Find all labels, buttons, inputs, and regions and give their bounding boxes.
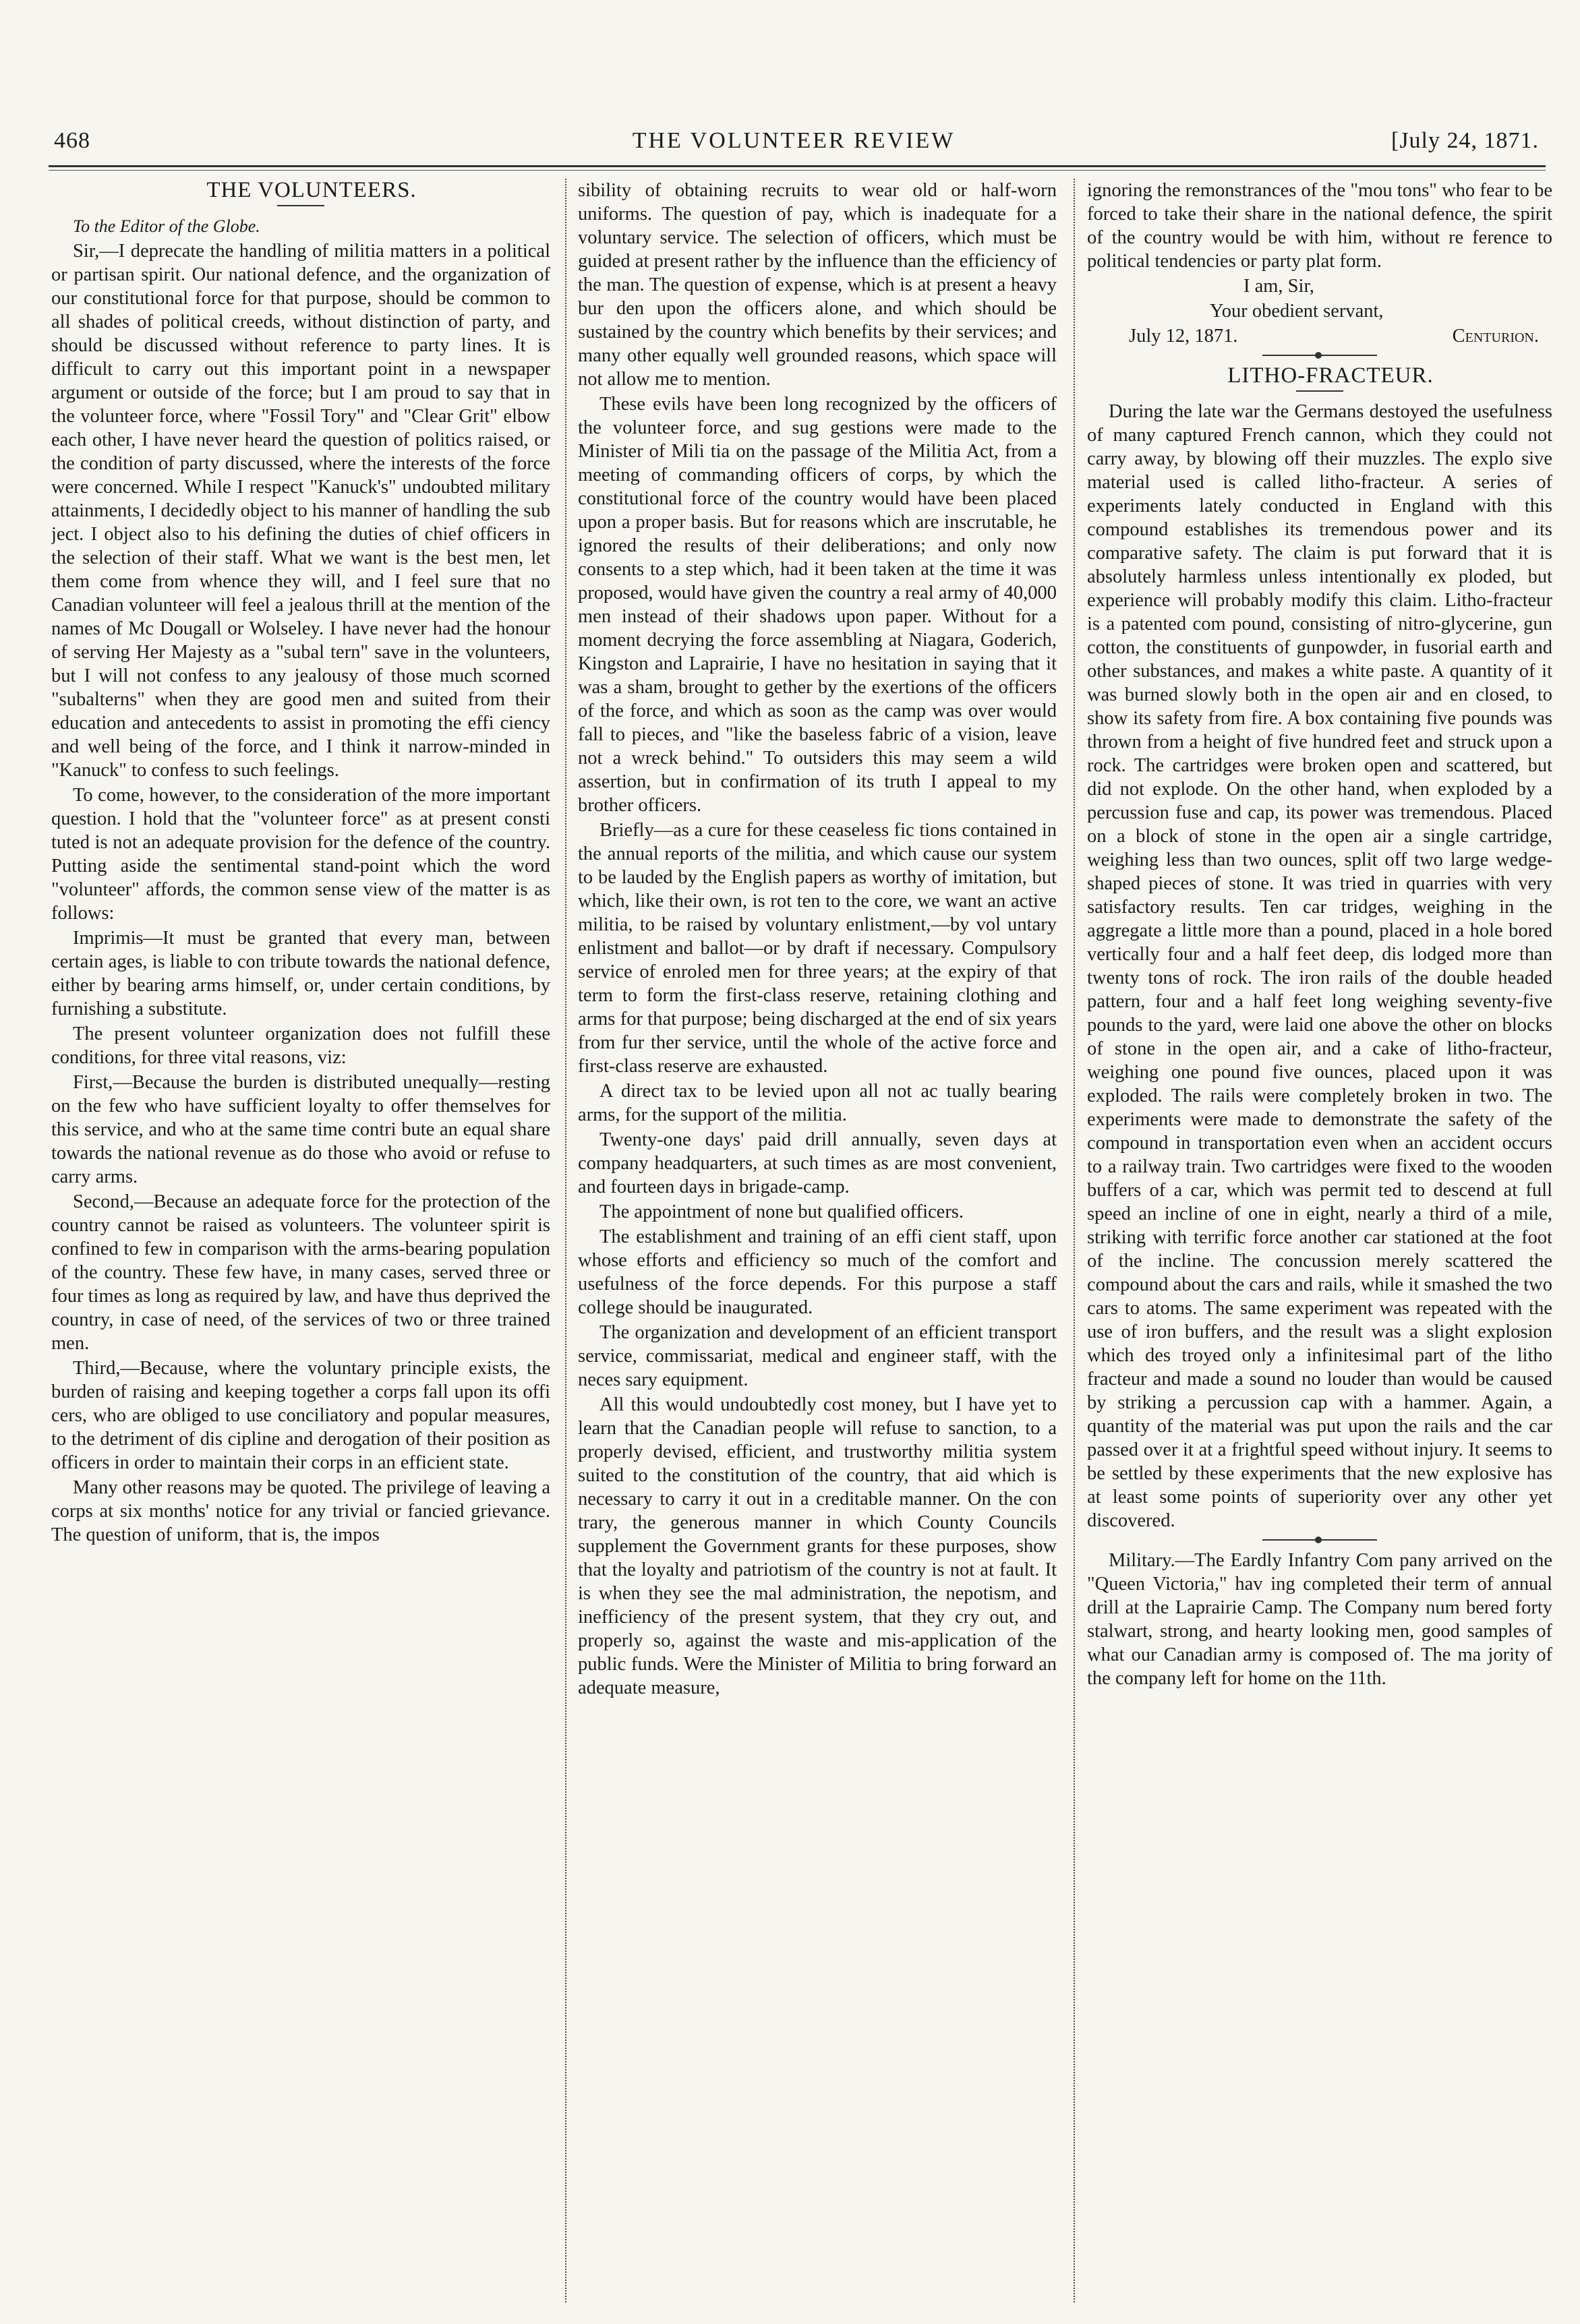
column-divider-1 <box>565 179 566 2302</box>
column-divider-2 <box>1074 179 1075 2302</box>
paragraph: Second,—Because an adequate force for the protection of the country cannot be raised as volunteers. The volunteer spirit is confined to few in comparison with the arms-bearing population of the country. These few have, in many cases, served three or four times as long as required by law, and have thus deprived the country, in case of need, of the services of two or three trained men. <box>51 1191 550 1354</box>
paragraph: ignoring the remonstrances of the "mou tons" who fear to be forced to take their share in the national defence, the spirit of the country would be with him, without re ference to political tendencies or party plat form. <box>1087 180 1552 272</box>
column-1 <box>51 179 550 2302</box>
signature: Centurion. <box>1452 326 1539 347</box>
paragraph: The appointment of none but qualified officers. <box>599 1201 964 1222</box>
paragraph: All this would undoubtedly cost money, but I have yet to learn that the Canadian people will refuse to sanction, to a properly devised, efficient, and trustworthy militia system suited to the constitution of the country, that aid which is necessary to carry it out in a creditable manner. On the con trary, the generous manner in which County Councils supplement the Government grants for these purposes, show that the loyalty and patriotism of the country is not at fault. It is when they see the mal administration, the nepotism, and inefficiency of the present system, that they cry out, and properly so, against the waste and mis-application of the public funds. Were the Minister of Militia to bring forward an adequate measure, <box>578 1394 1057 1698</box>
article-heading-litho-fracteur: LITHO-FRACTEUR. <box>1227 363 1434 388</box>
heading-rule <box>277 205 324 206</box>
paragraph: Third,—Because, where the voluntary principle exists, the burden of raising and keeping together a corps fall upon its offi cers, who are obliged to use conciliatory and popular measures, to the detriment of dis cipline and derogation of their position as officers in order to maintain their corps in an efficient state. <box>51 1358 550 1473</box>
paragraph: Imprimis—It must be granted that every man, between certain ages, is liable to con tribute towards the national defence, either by bearing arms himself, or, under certain conditions, by furnishing a substitute. <box>51 928 550 1019</box>
header-rule <box>49 165 1546 167</box>
signature-line <box>1087 324 1552 348</box>
section-divider <box>1262 1539 1377 1541</box>
closing-line: Your obedient servant, <box>1210 301 1384 322</box>
paragraph: The establishment and training of an effi cient staff, upon whose efforts and efficiency so much of the comfort and usefulness of the force depends. For this purpose a staff college should be inaugurated. <box>578 1226 1057 1318</box>
paragraph: These evils have been long recognized by the officers of the volunteer force, and sug gestions were made to the Minister of Mili tia on the passage of the Militia Act, from a meeting of commanding officers of corps, by which the constitutional force of the country would have been placed upon a proper basis. But for reasons which are inscrutable, he ignored the results of their deliberations; and only now consents to a step which, had it been taken at the time it was proposed, would have given the country a real army of 40,000 men instead of their shadows upon paper. Without for a moment decrying the force assembling at Niagara, Goderich, Kingston and Laprairie, I have no hesitation in saying that it was a sham, brought to gether by the exertions of the officers of the force, and which as soon as the camp was over would fall to pieces, and "like the baseless fabric of a vision, leave not a wreck behind." To outsiders this may seem a wild assertion, but in confirmation of its truth I appeal to my brother officers. <box>578 394 1057 816</box>
newspaper-page <box>42 27 1552 2306</box>
header-rule-thin <box>49 170 1546 171</box>
issue-date: [July 24, 1871. <box>1391 128 1539 153</box>
paragraph: Many other reasons may be quoted. The privilege of leaving a corps at six months' notice for any trivial or fancied grievance. The question of uniform, that is, the impos <box>51 1477 550 1545</box>
article-heading-volunteers: THE VOLUNTEERS. <box>206 179 417 202</box>
column-2 <box>578 179 1057 2302</box>
heading-rule <box>1296 390 1343 392</box>
paragraph-military: Military.—The Eardly Infantry Com pany arrived on the "Queen Victoria," hav ing completed their term of annual drill at the Laprairie Camp. The Company num bered forty stalwart, strong, and hearty looking men, good samples of what our Canadian army is composed of. The ma jority of the company left for home on the 11th. <box>1087 1550 1552 1689</box>
column-3 <box>1087 179 1552 2302</box>
letter-salutation: To the Editor of the Globe. <box>73 216 260 236</box>
paragraph: sibility of obtaining recruits to wear old or half-worn uniforms. The question of pay, which is inadequate for a voluntary service. The selection of officers, which must be guided at present rather by the influence than the efficiency of the man. The question of expense, which is at present a heavy bur den upon the officers alone, and which should be sustained by the country which benefits by their services; and many other equally well grounded reasons, which space will not allow me to mention. <box>578 180 1057 390</box>
closing-line: I am, Sir, <box>1243 276 1314 297</box>
paragraph: Sir,—I deprecate the handling of militia matters in a political or partisan spirit. Our national defence, and the organization of our constitutional force for that purpose, should be common to all shades of political creeds, without distinction of party, and should be discussed without reference to party lines. It is difficult to carry out this important point in a newspaper argument or outside of the force; but I am proud to say that in the volunteer force, where "Fossil Tory" and "Clear Grit" elbow each other, I have never heard the question of politics raised, or the condition of party discussed, where the interests of the force were concerned. While I respect "Kanuck's" undoubted military attainments, I decidedly object to his manner of handling the sub ject. I object also to his defining the duties of chief officers in the selection of their staff. What we want is the best men, let them come from whence they will, and I feel sure that no Canadian volunteer will feel a jealous thrill at the mention of the names of Mc Dougall or Wolseley. I have never had the honour of serving Her Majesty as a "subal tern" save in the volunteers, but I will not confess to any jealousy of those much scorned "subalterns" when they are good men and suited from their education and antecedents to assist in promoting the effi ciency and well being of the force, and I think it narrow-minded in "Kanuck" to confess to such feelings. <box>51 241 550 781</box>
running-header <box>42 128 1546 169</box>
paragraph: To come, however, to the consideration of the more important question. I hold that the "volunteer force" as at present consti tuted is not an adequate provision for the defence of the country. Putting aside the sentimental stand-point which the word "volunteer" affords, the common sense view of the matter is as follows: <box>51 785 550 924</box>
paragraph: The present volunteer organization does not fulfill these conditions, for three vital reasons, viz: <box>51 1023 550 1068</box>
paragraph: A direct tax to be levied upon all not ac tually bearing arms, for the support of the militia. <box>578 1081 1057 1125</box>
paragraph: During the late war the Germans destoyed the usefulness of many captured French cannon, which they could not carry away, by blowing off their muzzles. The explo sive material used is called litho-fracteur. A series of experiments lately conducted in England with this compound establishes its tremendous power and its comparative safety. The claim is put forward that it is absolutely harmless unless intentionally ex ploded, but experience will probably modify this claim. Litho-fracteur is a patented com pound, consisting of nitro-glycerine, gun cotton, the constituents of gunpowder, in fusorial earth and other substances, and makes a white paste. A quantity of it was burned slowly both in the open air and en closed, to show its safety from fire. A box containing five pounds was thrown from a height of five hundred feet and struck upon a rock. The cartridges were broken open and scattered, but did not explode. On the other hand, when exploded by a percussion fuse and cap, its power was tremendous. Placed on a block of stone in the open air a single cartridge, weighing less than two ounces, split off two large wedge-shaped pieces of stone. It was tried in quarries with very satisfactory results. Ten car tridges, weighing in the aggregate a little more than a pound, placed in a hole bored vertically four and a half feet deep, dis lodged more than twenty tons of rock. The iron rails of the double headed pattern, four and a half feet long weighing seventy-five pounds to the yard, were laid one above the other on blocks of stone in the open air, and a cake of litho-fracteur, weighing one pound five ounces, placed upon it was exploded. The rails were completely broken in two. The experiments were made to demonstrate the safety of the compound in transportation even when an accident occurs to a railway train. Two cartridges were fixed to the wooden buffers of a car, which was permit ted to descend at full speed an incline of one in eight, nearly a third of a mile, striking with terrific force another car stationed at the foot of the incline. The concussion merely scattered the compound about the cars and rails, while it smashed the two cars to atoms. The same experiment was repeated with the use of iron buffers, and the result was a slight explosion which des troyed only a infinitesimal part of the litho fracteur and made a sound no louder than would be caused by striking a percussion cap with a hammer. Again, a quantity of the material was put upon the rails and the car passed over it at a frightful speed without injury. It seems to be settled by these experiments that the new explosive has at least some points of superiority over any other yet discovered. <box>1087 401 1552 1531</box>
section-divider <box>1262 355 1377 356</box>
publication-title: THE VOLUNTEER REVIEW <box>632 128 956 153</box>
paragraph: Briefly—as a cure for these ceaseless fic tions contained in the annual reports of the militia, and which cause our system to be lauded by the English papers as worthy of imitation, but which, like their own, is rot ten to the core, we want an active militia, to be raised by voluntary enlistment,—by vol untary enlistment and ballot—or by draft if necessary. Compulsory service of enroled men for three years; at the expiry of that term to form the first-class reserve, retaining clothing and arms for that purpose; being discharged at the end of six years from fur ther service, until the whole of the active force and first-class reserve are exhausted. <box>578 820 1057 1077</box>
paragraph: Twenty-one days' paid drill annually, seven days at company headquarters, at such times as are most convenient, and fourteen days in brigade-camp. <box>578 1129 1057 1197</box>
page-number: 468 <box>54 128 90 153</box>
letter-date: July 12, 1871. <box>1129 326 1238 347</box>
paragraph: First,—Because the burden is distributed unequally—resting on the few who have sufficient loyalty to offer themselves for this service, and who at the same time contri bute an equal share towards the national revenue as do those who avoid or refuse to carry arms. <box>51 1072 550 1187</box>
paragraph: The organization and development of an efficient transport service, commissariat, medical and engineer staff, with the neces sary equipment. <box>578 1322 1057 1390</box>
